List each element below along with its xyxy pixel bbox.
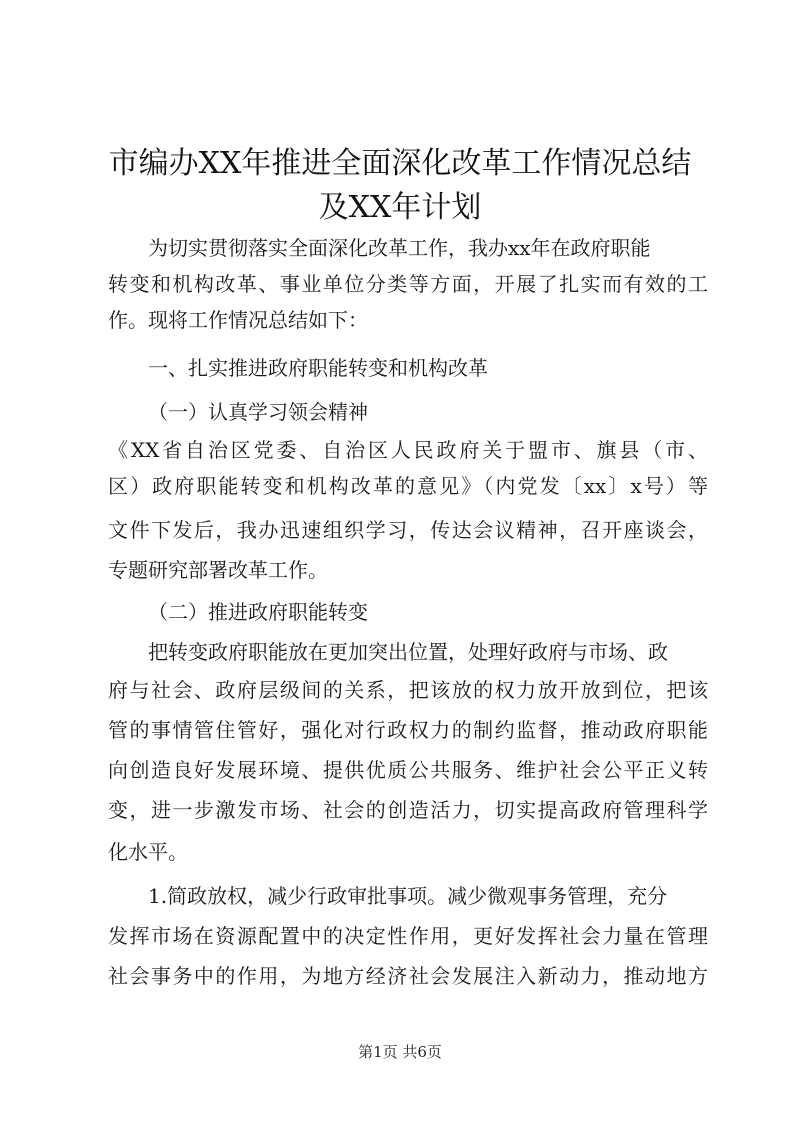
paragraph-line: 府与社会、政府层级间的关系，把该放的权力放开放到位，把该 — [108, 678, 708, 702]
paragraph-line: 管的事情管住管好，强化对行政权力的制约监督，推动政府职能 — [108, 718, 708, 742]
subsection-heading: （二）推进政府职能转变 — [148, 600, 368, 624]
paragraph-line: 化水平。 — [108, 840, 188, 864]
paragraph-line: 作。现将工作情况总结如下： — [108, 308, 368, 332]
paragraph-line: 变，进一步激发市场、社会的创造活力，切实提高政府管理科学 — [108, 798, 708, 822]
paragraph-line: 《XX省自治区党委、自治区人民政府关于盟市、旗县（市、 — [108, 438, 708, 462]
subsection-heading: （一）认真学习领会精神 — [148, 400, 368, 424]
paragraph-line: 专题研究部署改革工作。 — [108, 558, 328, 582]
paragraph-line: 1.简政放权，减少行政审批事项。减少微观事务管理，充分 — [148, 884, 668, 908]
paragraph-line: 为切实贯彻落实全面深化改革工作，我办xx年在政府职能 — [148, 236, 651, 260]
document-title-line-1: 市编办XX年推进全面深化改革工作情况总结 — [108, 146, 692, 181]
paragraph-line: 转变和机构改革、事业单位分类等方面，开展了扎实而有效的工 — [108, 272, 708, 296]
paragraph-line: 社会事务中的作用，为地方经济社会发展注入新动力，推动地方 — [108, 964, 708, 988]
paragraph-line: 把转变政府职能放在更加突出位置，处理好政府与市场、政 — [148, 640, 668, 664]
paragraph-line: 向创造良好发展环境、提供优质公共服务、维护社会公平正义转 — [108, 758, 708, 782]
page-number-footer: 第1页 共6页 — [358, 1043, 442, 1061]
paragraph-line: 区）政府职能转变和机构改革的意见》（内党发〔xx〕x号）等 — [108, 474, 708, 498]
paragraph-line: 文件下发后，我办迅速组织学习，传达会议精神，召开座谈会， — [108, 518, 708, 542]
section-heading: 一、扎实推进政府职能转变和机构改革 — [148, 356, 488, 380]
paragraph-line: 发挥市场在资源配置中的决定性作用，更好发挥社会力量在管理 — [108, 924, 708, 948]
document-title-line-2: 及XX年计划 — [318, 190, 482, 225]
